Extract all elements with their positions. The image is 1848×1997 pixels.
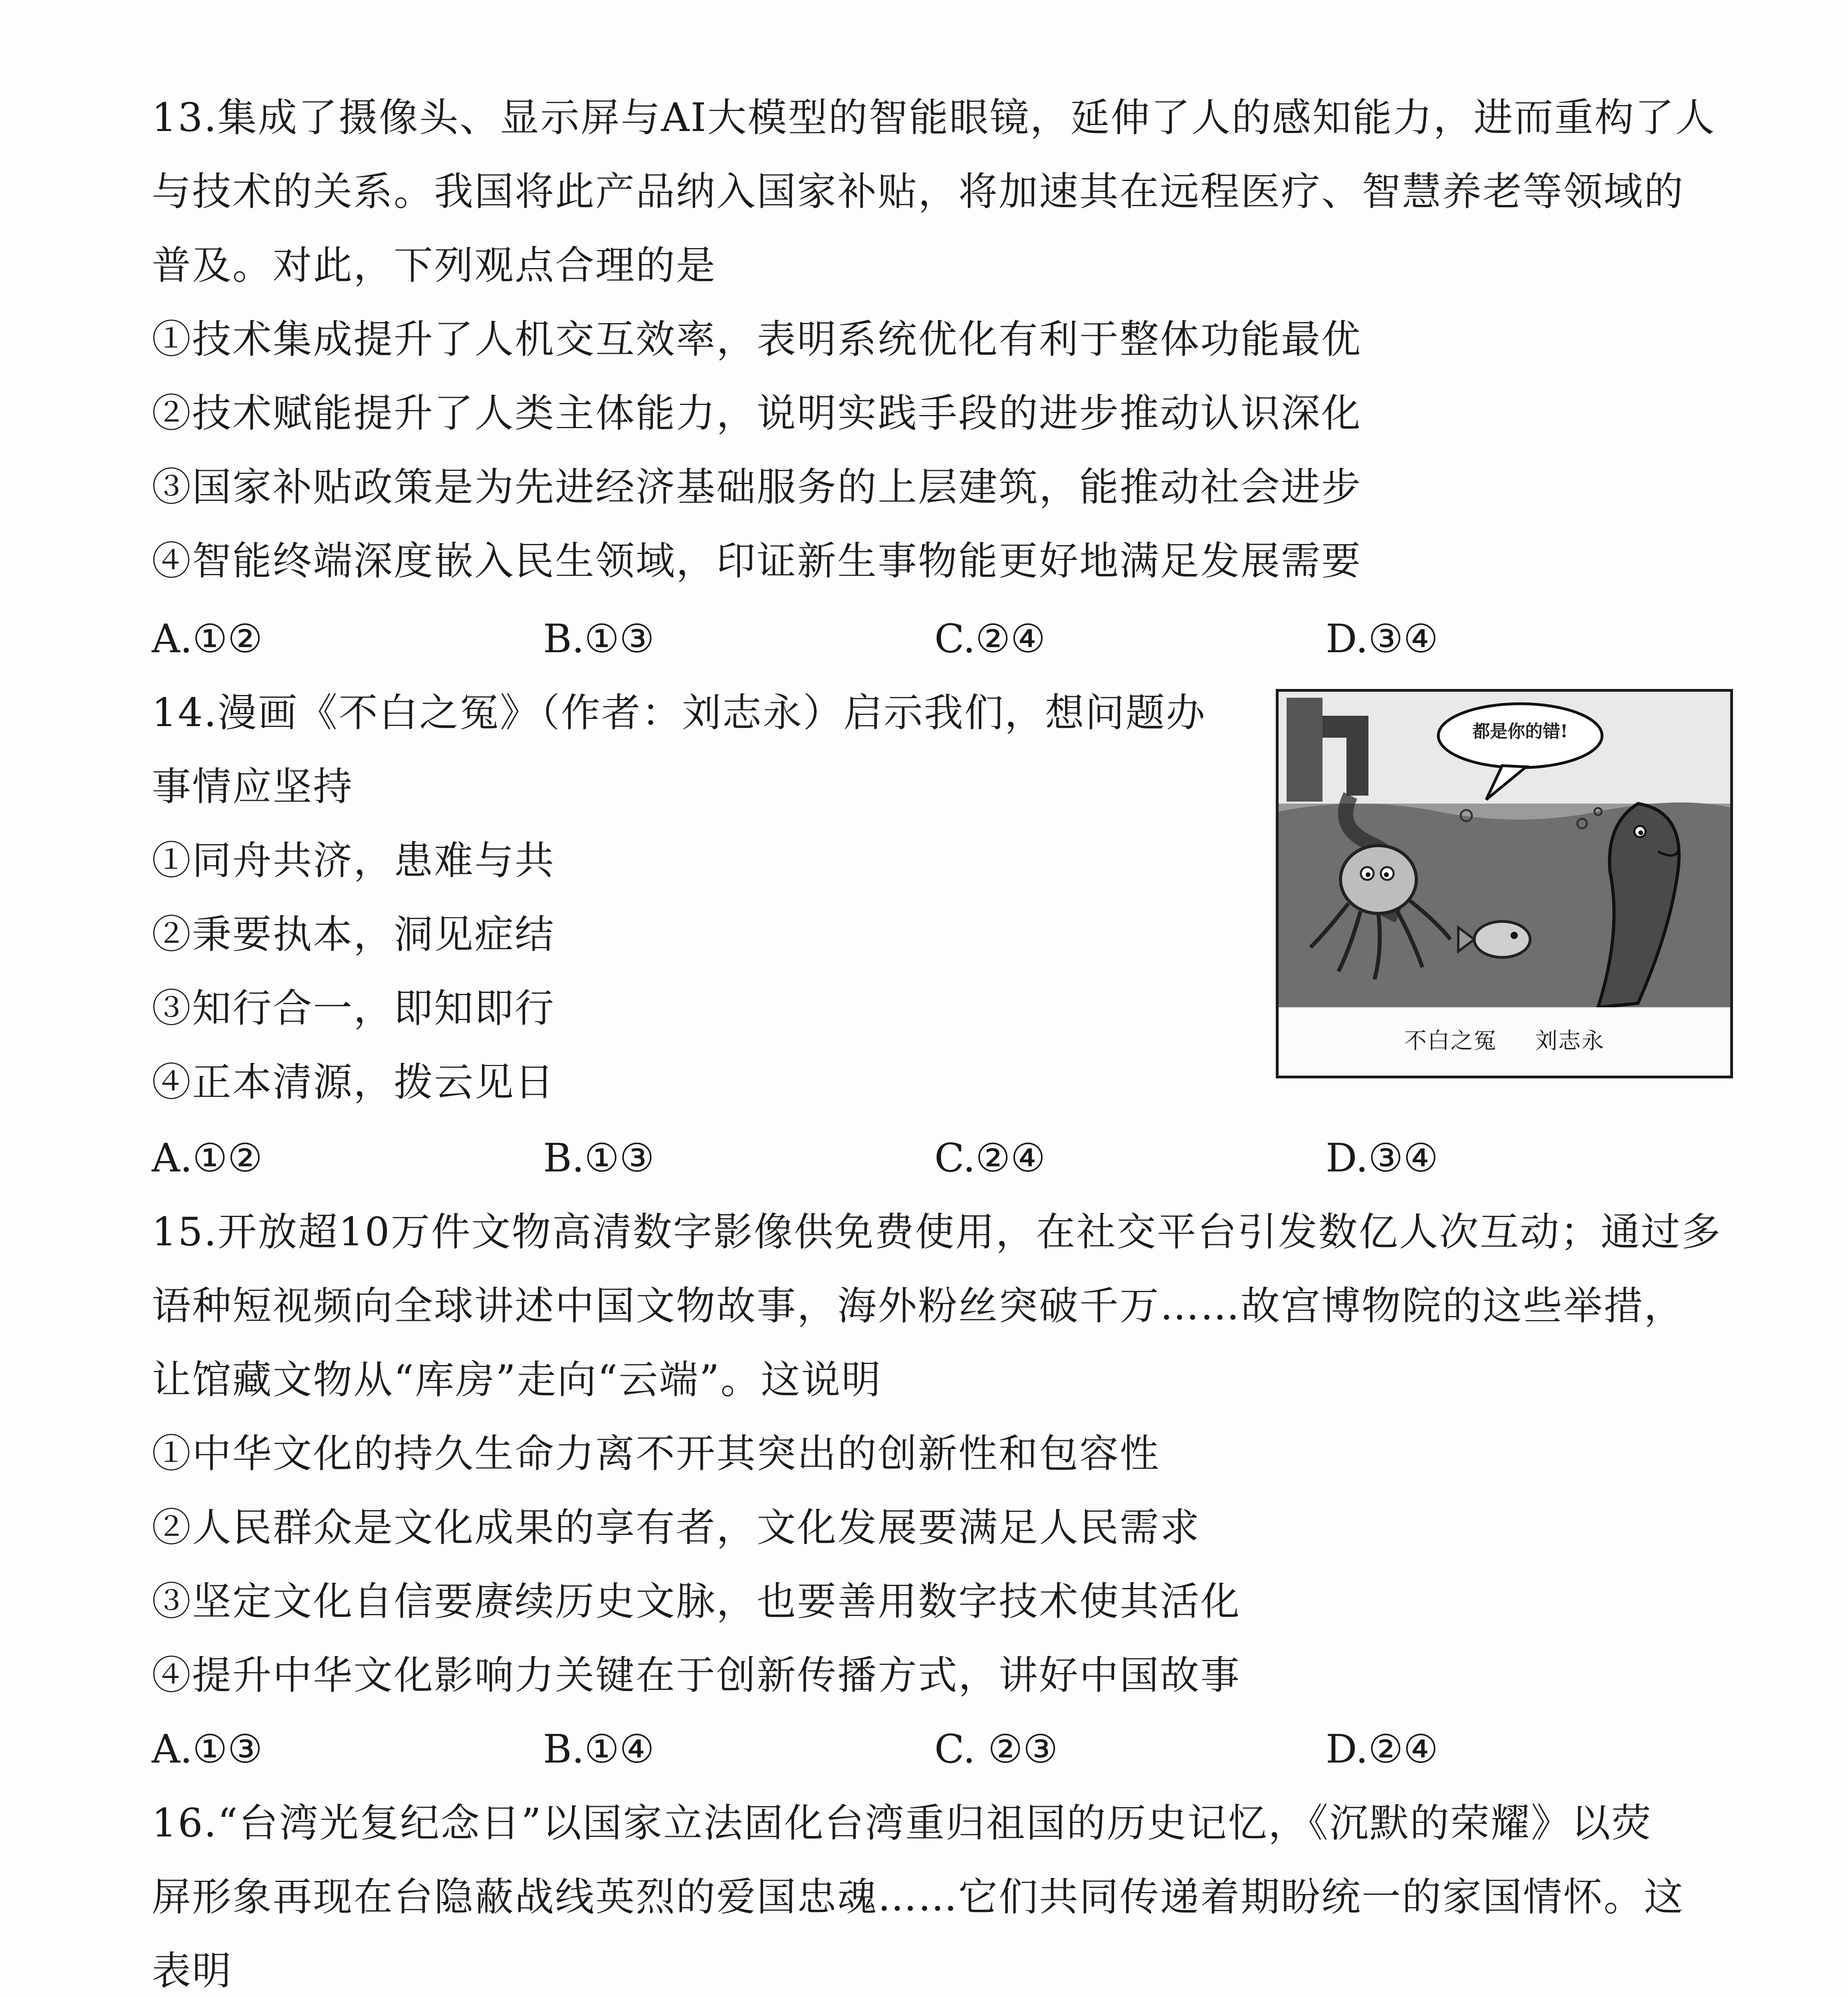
question-16-stem-line-1: 16.“台湾光复纪念日”以国家立法固化台湾重归祖国的历史记忆，《沉默的荣耀》以荧 bbox=[152, 1800, 1652, 1846]
question-14-option-b: B.①③ bbox=[543, 1135, 654, 1181]
question-15-item-2: ②人民群众是文化成果的享有者，文化发展要满足人民需求 bbox=[152, 1505, 1201, 1550]
question-13-option-c: C.②④ bbox=[934, 616, 1046, 662]
question-15-item-3: ③坚定文化自信要赓续历史文脉，也要善用数字技术使其活化 bbox=[152, 1579, 1241, 1624]
question-14-option-c: C.②④ bbox=[934, 1135, 1046, 1181]
question-15-option-b: B.①④ bbox=[543, 1727, 654, 1772]
question-14-item-2: ②秉要执本，洞见症结 bbox=[152, 912, 555, 957]
question-15-stem-line-3: 让馆藏文物从“库房”走向“云端”。这说明 bbox=[152, 1357, 882, 1403]
question-14-stem-line-2: 事情应坚持 bbox=[152, 764, 354, 810]
question-15-stem-line-1: 15.开放超10万件文物高清数字影像供免费使用，在社交平台引发数亿人次互动；通过多 bbox=[152, 1209, 1722, 1255]
question-13-item-3: ③国家补贴政策是为先进经济基础服务的上层建筑，能推动社会进步 bbox=[152, 465, 1362, 510]
cartoon-caption-author: 刘志永 bbox=[1535, 1028, 1605, 1054]
question-13-item-4: ④智能终端深度嵌入民生领域，印证新生事物能更好地满足发展需要 bbox=[152, 538, 1362, 584]
question-13-option-d: D.③④ bbox=[1326, 616, 1438, 662]
cartoon-caption-title: 不白之冤 bbox=[1404, 1028, 1497, 1054]
question-16-stem-line-3: 表明 bbox=[152, 1948, 233, 1994]
question-15-option-c: C. ②③ bbox=[934, 1727, 1058, 1772]
question-14-item-1: ①同舟共济，患难与共 bbox=[152, 838, 555, 883]
question-14-stem-line-1: 14.漫画《不白之冤》（作者：刘志永）启示我们，想问题办 bbox=[152, 690, 1206, 736]
question-16-stem-line-2: 屏形象再现在台隐蔽战线英烈的爱国忠魂……它们共同传递着期盼统一的家国情怀。这 bbox=[152, 1874, 1685, 1920]
cartoon-caption bbox=[1279, 1019, 1730, 1063]
cartoon-speech-text: 都是你的错! bbox=[1472, 721, 1568, 742]
question-14-option-d: D.③④ bbox=[1326, 1135, 1438, 1181]
question-15-option-d: D.②④ bbox=[1326, 1727, 1438, 1772]
question-14-item-4: ④正本清源，拨云见日 bbox=[152, 1060, 555, 1105]
question-13-stem-line-2: 与技术的关系。我国将此产品纳入国家补贴，将加速其在远程医疗、智慧养老等领域的 bbox=[152, 169, 1685, 214]
question-13-stem-line-1: 13.集成了摄像头、显示屏与AI大模型的智能眼镜，延伸了人的感知能力，进而重构了人 bbox=[152, 95, 1716, 141]
question-13-option-a: A.①② bbox=[152, 616, 263, 662]
cartoon-figure bbox=[1276, 689, 1733, 1078]
question-13-item-2: ②技术赋能提升了人类主体能力，说明实践手段的进步推动认识深化 bbox=[152, 391, 1362, 436]
question-14-item-3: ③知行合一，即知即行 bbox=[152, 986, 555, 1031]
question-13-option-b: B.①③ bbox=[543, 616, 654, 662]
question-15-item-1: ①中华文化的持久生命力离不开其突出的创新性和包容性 bbox=[152, 1431, 1160, 1477]
question-15-item-4: ④提升中华文化影响力关键在于创新传播方式，讲好中国故事 bbox=[152, 1653, 1241, 1698]
question-14-option-a: A.①② bbox=[152, 1135, 263, 1181]
question-15-stem-line-2: 语种短视频向全球讲述中国文物故事，海外粉丝突破千万……故宫博物院的这些举措， bbox=[152, 1283, 1685, 1329]
question-13-item-1: ①技术集成提升了人机交互效率，表明系统优化有利于整体功能最优 bbox=[152, 317, 1362, 362]
question-15-option-a: A.①③ bbox=[152, 1727, 263, 1772]
question-13-stem-line-3: 普及。对此，下列观点合理的是 bbox=[152, 243, 717, 288]
